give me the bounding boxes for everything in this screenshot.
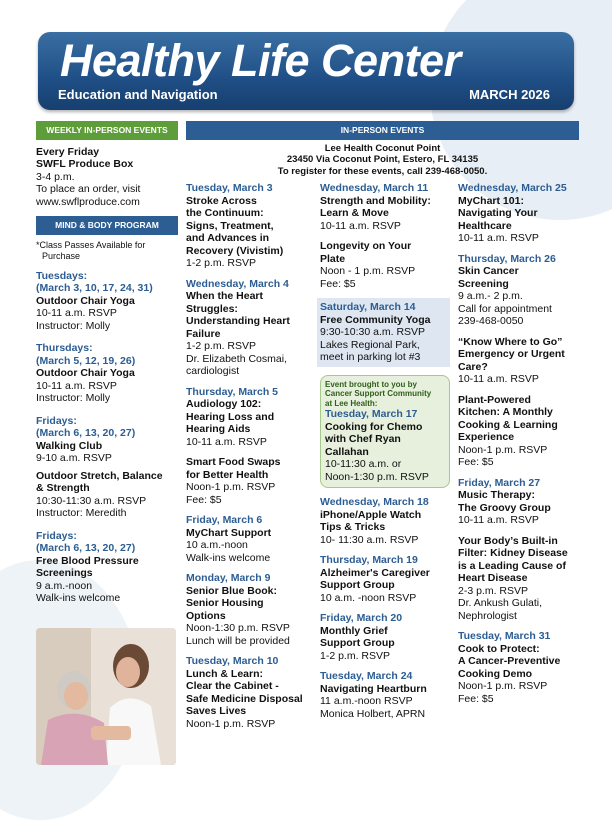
event-detail: Nephrologist bbox=[458, 609, 517, 622]
item-day: Fridays: bbox=[36, 414, 77, 427]
event-date: Tuesday, March 17 bbox=[325, 408, 418, 420]
event-title: A Cancer-Preventive bbox=[458, 655, 561, 667]
event-item bbox=[320, 496, 450, 546]
event-title: Struggles: bbox=[186, 302, 238, 315]
event-title: Plate bbox=[320, 252, 346, 265]
event-title: Saves Lives bbox=[186, 705, 247, 717]
item-title: Free Blood Pressure bbox=[36, 554, 139, 567]
event-detail: 10-11:30 a.m. or bbox=[325, 458, 402, 470]
event-item bbox=[320, 612, 450, 662]
event-title: Longevity on Your bbox=[320, 240, 412, 252]
event-item bbox=[458, 477, 582, 527]
event-title: Skin Cancer bbox=[458, 265, 519, 277]
event-title: Support Group bbox=[320, 637, 395, 649]
item-dates: (March 5, 12, 19, 26) bbox=[36, 354, 136, 367]
event-detail: 1-2 p.m. RSVP bbox=[320, 649, 391, 662]
item-title: Walking Club bbox=[36, 439, 103, 452]
event-title: Smart Food Swaps bbox=[186, 456, 281, 468]
event-title: Navigating Heartburn bbox=[320, 682, 427, 695]
item-day: Tuesdays: bbox=[36, 269, 88, 282]
item-day: Thursdays: bbox=[36, 342, 93, 354]
event-detail: Fee: $5 bbox=[320, 277, 356, 290]
event-detail: Fee: $5 bbox=[458, 692, 494, 705]
event-title: Your Body’s Built-in bbox=[458, 534, 558, 547]
event-detail: 10- 11:30 a.m. RSVP bbox=[320, 533, 419, 546]
mind-body-item bbox=[36, 470, 178, 520]
event-title: Hearing Loss and bbox=[186, 410, 275, 423]
event-item bbox=[186, 278, 314, 378]
event-title: When the Heart bbox=[186, 290, 264, 302]
event-title: Learn & Move bbox=[320, 207, 389, 219]
weekly-event bbox=[36, 146, 178, 209]
event-detail: 10-11 a.m. RSVP bbox=[458, 373, 539, 385]
event-date: Thursday, March 5 bbox=[186, 385, 278, 398]
sponsor-note: Cancer Support Community bbox=[325, 389, 432, 398]
page-subtitle: Education and Navigation bbox=[58, 87, 218, 102]
note-line: *Class Passes Available for bbox=[36, 239, 146, 250]
page-title: Healthy Life Center bbox=[60, 35, 461, 86]
sponsor-note: Event brought to you by bbox=[325, 379, 417, 389]
item-time: 9 a.m.-noon bbox=[36, 579, 93, 592]
event-detail: cardiologist bbox=[186, 365, 240, 377]
doctor-patient-photo bbox=[36, 628, 176, 765]
event-title: Safe Medicine Disposal bbox=[186, 692, 303, 705]
event-title: Experience bbox=[458, 431, 515, 443]
mind-body-item bbox=[36, 270, 178, 333]
event-title: Tips & Tricks bbox=[320, 521, 386, 533]
item-day: Fridays: bbox=[36, 529, 77, 542]
item-dates: (March 6, 13, 20, 27) bbox=[36, 427, 136, 439]
location-address: 23450 Via Coconut Point, Estero, FL 34135 bbox=[286, 154, 479, 165]
event-detail: Lunch will be provided bbox=[186, 634, 290, 647]
event-detail: Monica Holbert, APRN bbox=[320, 707, 426, 720]
event-date: Tuesday, March 31 bbox=[458, 630, 551, 642]
photo-illustration bbox=[36, 628, 176, 765]
event-title: Understanding Heart bbox=[186, 315, 290, 327]
item-detail: Instructor: Molly bbox=[36, 319, 111, 332]
weekly-line: Every Friday bbox=[36, 145, 100, 158]
event-title: Filter: Kidney Disease bbox=[458, 547, 568, 559]
event-detail: 11 a.m.-noon RSVP bbox=[320, 695, 413, 707]
event-item bbox=[317, 298, 450, 367]
event-title: Monthly Grief bbox=[320, 624, 388, 637]
event-detail: 1-2 p.m. RSVP bbox=[186, 340, 257, 352]
event-title: Cooking Demo bbox=[458, 667, 533, 680]
event-title: Recovery (Vivistim) bbox=[186, 244, 284, 257]
event-detail: Fee: $5 bbox=[186, 493, 222, 506]
event-detail: Fee: $5 bbox=[458, 456, 494, 468]
event-item bbox=[320, 670, 450, 720]
item-dates: (March 6, 13, 20, 27) bbox=[36, 542, 136, 554]
event-title: Cook to Protect: bbox=[458, 642, 540, 655]
event-detail: 10-11 a.m. RSVP bbox=[458, 232, 539, 244]
event-date: Thursday, March 19 bbox=[320, 554, 418, 566]
events-column-3 bbox=[320, 182, 450, 728]
event-date: Wednesday, March 25 bbox=[458, 182, 567, 194]
event-detail: Dr. Elizabeth Cosmai, bbox=[186, 352, 287, 365]
event-title: Support Group bbox=[320, 579, 395, 591]
event-title: Cooking & Learning bbox=[458, 418, 558, 431]
page-header bbox=[38, 32, 574, 110]
weekly-line: SWFL Produce Box bbox=[36, 158, 134, 170]
events-column-4 bbox=[458, 182, 582, 713]
event-title: Options bbox=[186, 609, 226, 622]
event-detail: 1-2 p.m. RSVP bbox=[186, 257, 257, 269]
event-title: Screening bbox=[458, 277, 509, 290]
event-date: Tuesday, March 10 bbox=[186, 655, 279, 667]
event-detail: 2-3 p.m. RSVP bbox=[458, 584, 529, 597]
event-item bbox=[458, 535, 582, 623]
event-item bbox=[186, 456, 314, 506]
event-title: Senior Housing bbox=[186, 597, 264, 609]
event-title: Audiology 102: bbox=[186, 398, 262, 410]
mind-body-item bbox=[36, 415, 178, 465]
events-column-2 bbox=[186, 182, 314, 738]
event-title: Signs, Treatment, bbox=[186, 219, 274, 232]
item-dates: (March 3, 10, 17, 24, 31) bbox=[36, 282, 153, 294]
event-title: Strength and Mobility: bbox=[320, 194, 431, 207]
event-title: “Know Where to Go” bbox=[458, 335, 563, 348]
event-item bbox=[458, 630, 582, 705]
event-item bbox=[458, 253, 582, 328]
event-detail: 239-468-0050 bbox=[458, 315, 524, 327]
event-title: the Continuum: bbox=[186, 207, 264, 219]
event-item bbox=[458, 336, 582, 386]
event-date: Tuesday, March 3 bbox=[186, 182, 273, 194]
event-title: Navigating Your bbox=[458, 207, 538, 219]
event-title: Cooking for Chemo bbox=[325, 420, 423, 433]
event-detail: 10 a.m.-noon bbox=[186, 539, 248, 551]
event-item bbox=[320, 240, 450, 290]
event-title: Heart Disease bbox=[458, 572, 528, 584]
item-detail: Instructor: Molly bbox=[36, 392, 111, 404]
event-detail: Walk-ins welcome bbox=[186, 551, 271, 564]
item-time: 10:30-11:30 a.m. RSVP bbox=[36, 494, 147, 507]
event-date: Thursday, March 26 bbox=[458, 252, 556, 265]
event-title: Alzheimer's Caregiver bbox=[320, 566, 430, 579]
item-detail: Walk-ins welcome bbox=[36, 592, 121, 604]
event-date: Wednesday, March 18 bbox=[320, 496, 429, 508]
item-title: Outdoor Stretch, Balance bbox=[36, 469, 163, 482]
event-item bbox=[458, 182, 582, 245]
event-detail: 9 a.m.- 2 p.m. bbox=[458, 290, 523, 302]
event-item bbox=[186, 514, 314, 564]
event-detail: 10-11 a.m. RSVP bbox=[320, 219, 401, 232]
weekly-line: 3-4 p.m. bbox=[36, 170, 75, 183]
event-title: Free Community Yoga bbox=[320, 313, 431, 326]
event-title: is a Leading Cause of bbox=[458, 559, 566, 572]
event-title: and Advances in bbox=[186, 232, 270, 244]
registration-phone: To register for these events, call 239-468-0050. bbox=[277, 165, 488, 177]
event-date: Friday, March 27 bbox=[458, 476, 541, 489]
event-detail: Lakes Regional Park, bbox=[320, 338, 420, 351]
event-date: Friday, March 20 bbox=[320, 612, 403, 624]
event-detail: Dr. Ankush Gulati, bbox=[458, 597, 543, 609]
item-title: Outdoor Chair Yoga bbox=[36, 367, 135, 379]
event-title: with Chef Ryan bbox=[325, 433, 401, 445]
event-detail: Noon-1:30 p.m. RSVP bbox=[325, 470, 429, 483]
event-title: Clear the Cabinet - bbox=[186, 680, 279, 692]
event-date: Saturday, March 14 bbox=[320, 301, 416, 313]
event-date: Wednesday, March 4 bbox=[186, 277, 289, 290]
event-title: iPhone/Apple Watch bbox=[320, 508, 422, 521]
event-title: Healthcare bbox=[458, 219, 512, 232]
item-title: Screenings bbox=[36, 567, 93, 579]
event-title: MyChart 101: bbox=[458, 194, 524, 207]
event-item bbox=[458, 394, 582, 469]
event-detail: 10 a.m. -noon RSVP bbox=[320, 591, 417, 604]
event-item bbox=[186, 655, 314, 730]
event-detail: meet in parking lot #3 bbox=[320, 351, 421, 363]
event-title: Care? bbox=[458, 360, 488, 373]
event-date: Friday, March 6 bbox=[186, 514, 263, 526]
event-item bbox=[320, 375, 450, 489]
event-detail: Noon-1 p.m. RSVP bbox=[458, 443, 548, 456]
event-detail: Noon-1 p.m. RSVP bbox=[186, 717, 276, 730]
sponsor-note: at Lee Health: bbox=[325, 398, 378, 408]
in-person-bar: IN-PERSON EVENTS bbox=[186, 121, 579, 140]
weekly-line: To place an order, visit bbox=[36, 183, 141, 195]
event-detail: Noon - 1 p.m. RSVP bbox=[320, 265, 416, 277]
event-title: Emergency or Urgent bbox=[458, 348, 565, 360]
event-detail: Call for appointment bbox=[458, 302, 552, 315]
event-item bbox=[320, 182, 450, 232]
location-name: Lee Health Coconut Point bbox=[324, 142, 441, 154]
item-title: & Strength bbox=[36, 482, 90, 494]
event-detail: Noon-1 p.m. RSVP bbox=[458, 680, 548, 692]
left-column bbox=[36, 121, 178, 605]
in-person-header bbox=[186, 121, 579, 177]
event-item bbox=[186, 182, 314, 270]
event-detail: 10-11 a.m. RSVP bbox=[186, 435, 267, 448]
event-title: for Better Health bbox=[186, 468, 269, 481]
weekly-link[interactable]: www.swflproduce.com bbox=[36, 195, 140, 208]
item-time: 9-10 a.m. RSVP bbox=[36, 452, 112, 464]
event-title: Kitchen: A Monthly bbox=[458, 406, 553, 418]
event-detail: 10-11 a.m. RSVP bbox=[458, 514, 539, 526]
event-title: Lunch & Learn: bbox=[186, 667, 264, 680]
event-title: Hearing Aids bbox=[186, 423, 251, 435]
mind-body-item bbox=[36, 342, 178, 405]
class-pass-note bbox=[36, 240, 178, 262]
event-title: Senior Blue Book: bbox=[186, 584, 278, 597]
event-item bbox=[186, 386, 314, 449]
mind-body-bar: MIND & BODY PROGRAM bbox=[36, 216, 178, 235]
sponsored-event-box bbox=[320, 375, 450, 489]
item-time: 10-11 a.m. RSVP bbox=[36, 379, 117, 392]
event-detail: Noon-1:30 p.m. RSVP bbox=[186, 622, 290, 634]
event-title: Failure bbox=[186, 327, 221, 340]
event-title: Callahan bbox=[325, 445, 369, 458]
event-title: Music Therapy: bbox=[458, 489, 536, 501]
item-title: Outdoor Chair Yoga bbox=[36, 294, 135, 307]
event-title: Plant-Powered bbox=[458, 393, 531, 406]
mind-body-item bbox=[36, 530, 178, 605]
event-date: Tuesday, March 24 bbox=[320, 670, 413, 682]
page-month: MARCH 2026 bbox=[469, 87, 550, 102]
event-date: Monday, March 9 bbox=[186, 572, 271, 584]
event-date: Wednesday, March 11 bbox=[320, 182, 429, 194]
item-detail: Instructor: Meredith bbox=[36, 507, 127, 519]
weekly-events-bar: WEEKLY IN-PERSON EVENTS bbox=[36, 121, 178, 140]
event-item bbox=[320, 554, 450, 604]
note-line: Purchase bbox=[42, 250, 81, 261]
item-time: 10-11 a.m. RSVP bbox=[36, 307, 117, 319]
event-item bbox=[186, 572, 314, 647]
event-title: The Groovy Group bbox=[458, 501, 551, 514]
event-detail: Noon-1 p.m. RSVP bbox=[186, 481, 276, 493]
event-title: MyChart Support bbox=[186, 526, 272, 539]
event-title: Stroke Across bbox=[186, 194, 257, 207]
event-detail: 9:30-10:30 a.m. RSVP bbox=[320, 326, 426, 338]
